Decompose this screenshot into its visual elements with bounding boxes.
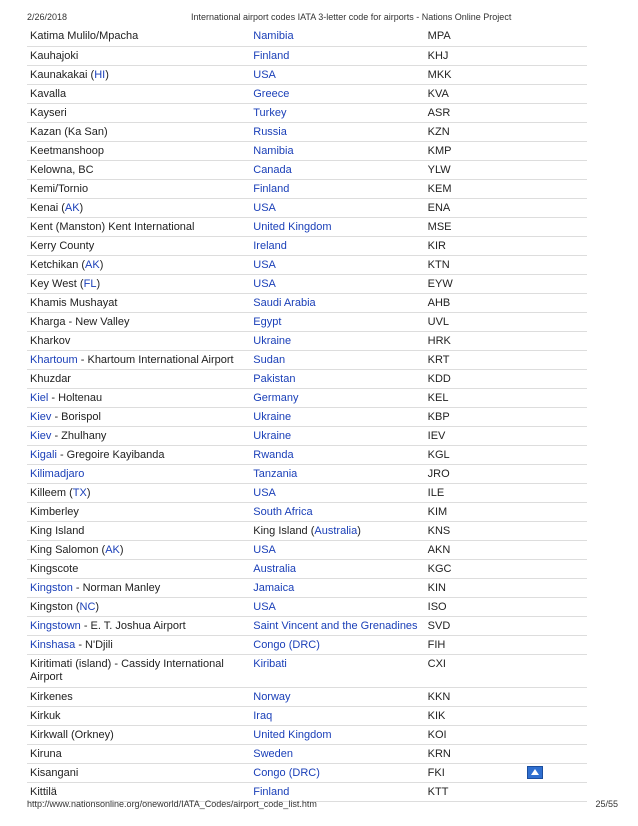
city-cell: [27, 540, 250, 559]
city-name: Kingscote: [30, 562, 79, 575]
country-cell: [250, 687, 424, 706]
city-suffix: ): [99, 258, 104, 271]
city-cell: [27, 687, 250, 706]
city-name: - Norman Manley: [72, 581, 161, 594]
page-number: 25/55: [595, 799, 618, 809]
table-row: [27, 654, 587, 687]
state-link[interactable]: NC: [79, 600, 96, 613]
city-name: Kiritimati (island) - Cassidy International Airport: [30, 657, 224, 683]
city-name: - Khartoum International Airport: [77, 353, 234, 366]
city-name: - Holtenau: [48, 391, 103, 404]
table-row: [27, 274, 587, 293]
country-cell: [250, 350, 424, 369]
city-cell: [27, 27, 250, 46]
iata-code: AHB: [425, 293, 587, 312]
city-cell: [27, 179, 250, 198]
city-cell: [27, 445, 250, 464]
table-row: [27, 407, 587, 426]
country-cell: [250, 160, 424, 179]
iata-code: YLW: [425, 160, 587, 179]
city-cell: [27, 236, 250, 255]
country-cell: [250, 744, 424, 763]
city-name: King Salomon (: [30, 543, 106, 556]
iata-code: AKN: [425, 540, 587, 559]
table-row: [27, 179, 587, 198]
city-cell: [27, 217, 250, 236]
country-cell: [250, 179, 424, 198]
table-row: [27, 578, 587, 597]
country-cell: [250, 445, 424, 464]
table-row: [27, 369, 587, 388]
country-link[interactable]: South Africa: [253, 505, 313, 518]
country-link[interactable]: USA: [253, 543, 276, 556]
country-link[interactable]: Finland: [253, 49, 290, 62]
country-cell: [250, 293, 424, 312]
country-cell: [250, 103, 424, 122]
table-row: [27, 293, 587, 312]
country-link[interactable]: Saint Vincent and the Grenadines: [253, 619, 418, 632]
city-name: Kingston (: [30, 600, 80, 613]
iata-code: KTN: [425, 255, 587, 274]
city-link[interactable]: Kinshasa: [30, 638, 76, 651]
city-cell: [27, 407, 250, 426]
country-link[interactable]: Congo (DRC): [253, 638, 320, 651]
country-cell: [250, 255, 424, 274]
city-name: Keetmanshoop: [30, 144, 104, 157]
city-suffix: ): [119, 543, 124, 556]
country-cell: [250, 521, 424, 540]
city-cell: [27, 521, 250, 540]
city-cell: [27, 706, 250, 725]
country-cell: [250, 388, 424, 407]
iata-code: KEM: [425, 179, 587, 198]
city-cell: [27, 350, 250, 369]
country-cell: [250, 65, 424, 84]
city-name: Kimberley: [30, 505, 79, 518]
state-link[interactable]: TX: [72, 486, 87, 499]
country-link[interactable]: USA: [253, 68, 276, 81]
table-row: [27, 597, 587, 616]
country-link[interactable]: Ukraine: [253, 429, 292, 442]
city-cell: [27, 763, 250, 782]
table-row: [27, 84, 587, 103]
country-cell: [250, 426, 424, 445]
country-cell: [250, 141, 424, 160]
iata-code: KOI: [425, 725, 587, 744]
country-cell: [250, 559, 424, 578]
country-cell: [250, 27, 424, 46]
country-link[interactable]: Finland: [253, 785, 290, 798]
country-cell: [250, 198, 424, 217]
city-name: Key West (: [30, 277, 84, 290]
airport-code-table: [27, 27, 587, 802]
city-cell: [27, 725, 250, 744]
city-name: - Borispol: [51, 410, 101, 423]
iata-code: KIR: [425, 236, 587, 255]
iata-code: KRN: [425, 744, 587, 763]
city-suffix: ): [105, 68, 109, 81]
city-cell: [27, 46, 250, 65]
table-row: [27, 217, 587, 236]
print-header: [27, 12, 618, 24]
city-cell: [27, 388, 250, 407]
country-cell: [250, 84, 424, 103]
country-link[interactable]: Namibia: [253, 144, 294, 157]
city-name: Kazan (Ka San): [30, 125, 108, 138]
country-cell: [250, 483, 424, 502]
country-link[interactable]: United Kingdom: [253, 728, 332, 741]
country-cell: [250, 502, 424, 521]
table-row: [27, 744, 587, 763]
table-row: [27, 236, 587, 255]
city-suffix: ): [95, 600, 100, 613]
table-row: [27, 65, 587, 84]
city-cell: [27, 141, 250, 160]
city-cell: [27, 160, 250, 179]
country-link[interactable]: Jamaica: [253, 581, 295, 594]
iata-code: MSE: [425, 217, 587, 236]
city-name: Kharkov: [30, 334, 71, 347]
country-link[interactable]: Germany: [253, 391, 299, 404]
print-title: International airport codes IATA 3-letter code for airports - Nations Online Project: [191, 12, 512, 22]
print-date: 2/26/2018: [27, 12, 68, 22]
city-name: Kirkwall (Orkney): [30, 728, 114, 741]
state-link[interactable]: AK: [105, 543, 120, 556]
table-row: [27, 725, 587, 744]
city-cell: [27, 635, 250, 654]
iata-code: KVA: [425, 84, 587, 103]
city-cell: [27, 744, 250, 763]
table-row: [27, 687, 587, 706]
city-cell: [27, 464, 250, 483]
country-cell: [250, 274, 424, 293]
table-row: [27, 122, 587, 141]
country-link[interactable]: Ireland: [253, 239, 287, 252]
city-link[interactable]: Khartoum: [30, 353, 78, 366]
city-name: Khuzdar: [30, 372, 71, 385]
country-cell: [250, 46, 424, 65]
country-link[interactable]: USA: [253, 486, 276, 499]
country-link[interactable]: United Kingdom: [253, 220, 332, 233]
table-row: [27, 255, 587, 274]
table-row: [27, 160, 587, 179]
iata-code: KKN: [425, 687, 587, 706]
city-name: Kent (Manston) Kent International: [30, 220, 195, 233]
city-cell: [27, 255, 250, 274]
iata-code: MKK: [425, 65, 587, 84]
iata-code: ISO: [425, 597, 587, 616]
city-name: Kirkenes: [30, 690, 73, 703]
city-cell: [27, 426, 250, 445]
table-row: [27, 445, 587, 464]
table-row: [27, 464, 587, 483]
table-row: [27, 426, 587, 445]
city-link[interactable]: Kilimadjaro: [30, 467, 85, 480]
country-link[interactable]: Iraq: [253, 709, 273, 722]
table-row: [27, 312, 587, 331]
iata-code: JRO: [425, 464, 587, 483]
country-cell: [250, 540, 424, 559]
city-cell: [27, 312, 250, 331]
city-cell: [27, 198, 250, 217]
city-name: Kayseri: [30, 106, 67, 119]
city-cell: [27, 331, 250, 350]
city-link[interactable]: Kiel: [30, 391, 49, 404]
table-row: [27, 141, 587, 160]
iata-code: KEL: [425, 388, 587, 407]
table-row: [27, 331, 587, 350]
iata-code: ENA: [425, 198, 587, 217]
city-name: Killeem (: [30, 486, 73, 499]
city-name: Kirkuk: [30, 709, 61, 722]
city-cell: [27, 578, 250, 597]
country-cell: [250, 654, 424, 687]
table-row: [27, 521, 587, 540]
country-link[interactable]: Sweden: [253, 747, 294, 760]
country-cell: [250, 635, 424, 654]
city-suffix: ): [96, 277, 101, 290]
iata-code: HRK: [425, 331, 587, 350]
country-cell: [250, 616, 424, 635]
table-row: [27, 706, 587, 725]
country-link[interactable]: Australia: [314, 524, 358, 537]
iata-code: EYW: [425, 274, 587, 293]
iata-code: MPA: [425, 27, 587, 46]
country-cell: [250, 312, 424, 331]
city-name: - N'Djili: [75, 638, 113, 651]
table-row: [27, 635, 587, 654]
iata-code: KTT: [425, 782, 587, 801]
country-link[interactable]: Greece: [253, 87, 290, 100]
country-cell: [250, 725, 424, 744]
iata-code: KHJ: [425, 46, 587, 65]
iata-code: KMP: [425, 141, 587, 160]
country-link[interactable]: Tanzania: [253, 467, 298, 480]
country-link[interactable]: Congo (DRC): [253, 766, 320, 779]
country-link[interactable]: Rwanda: [253, 448, 294, 461]
country-link[interactable]: Egypt: [253, 315, 282, 328]
country-cell: [250, 122, 424, 141]
table-row: [27, 616, 587, 635]
table-row: [27, 103, 587, 122]
country-link[interactable]: Namibia: [253, 30, 294, 42]
country-cell: [250, 407, 424, 426]
country-link[interactable]: Norway: [253, 690, 291, 703]
state-link[interactable]: AK: [64, 201, 80, 214]
country-link[interactable]: Sudan: [253, 353, 286, 366]
state-link[interactable]: AK: [85, 258, 100, 271]
city-cell: [27, 84, 250, 103]
city-suffix: ): [79, 201, 84, 214]
country-link[interactable]: Saudi Arabia: [253, 296, 316, 309]
iata-code: SVD: [425, 616, 587, 635]
city-cell: [27, 502, 250, 521]
table-row: [27, 198, 587, 217]
city-cell: [27, 274, 250, 293]
country-cell: [250, 331, 424, 350]
city-cell: [27, 369, 250, 388]
city-cell: [27, 65, 250, 84]
city-name: - E. T. Joshua Airport: [80, 619, 186, 632]
city-name: Kavalla: [30, 87, 67, 100]
country-link[interactable]: Canada: [253, 163, 292, 176]
country-prefix: King Island (: [253, 524, 315, 537]
iata-code: ASR: [425, 103, 587, 122]
country-link[interactable]: USA: [253, 600, 276, 613]
city-name: Kharga - New Valley: [30, 315, 130, 328]
table-row: [27, 559, 587, 578]
print-footer: [27, 799, 618, 811]
city-name: Kisangani: [30, 766, 79, 779]
table-row: [27, 483, 587, 502]
iata-code: KRT: [425, 350, 587, 369]
iata-code: UVL: [425, 312, 587, 331]
country-cell: [250, 706, 424, 725]
table-row: [27, 388, 587, 407]
city-cell: [27, 103, 250, 122]
city-cell: [27, 597, 250, 616]
iata-code: KIN: [425, 578, 587, 597]
iata-code: FIH: [425, 635, 587, 654]
country-cell: [250, 464, 424, 483]
country-suffix: ): [357, 524, 361, 537]
city-cell: [27, 616, 250, 635]
state-link[interactable]: FL: [83, 277, 97, 290]
table-row: [27, 350, 587, 369]
iata-code: KIM: [425, 502, 587, 521]
country-cell: [250, 236, 424, 255]
city-name: Kemi/Tornio: [30, 182, 89, 195]
city-name: Kelowna, BC: [30, 163, 94, 176]
city-name: Khamis Mushayat: [30, 296, 118, 309]
iata-code: KGC: [425, 559, 587, 578]
iata-code: KDD: [425, 369, 587, 388]
print-url: http://www.nationsonline.org/oneworld/IATA_Codes/airport_code_list.htm: [27, 799, 317, 809]
iata-code: KGL: [425, 445, 587, 464]
city-link[interactable]: Kiev: [30, 410, 52, 423]
table-row: [27, 540, 587, 559]
iata-code: KZN: [425, 122, 587, 141]
city-name: Katima Mulilo/Mpacha: [30, 30, 139, 42]
city-name: Kaunakakai (: [30, 68, 95, 81]
country-link[interactable]: Ukraine: [253, 334, 292, 347]
iata-code: KBP: [425, 407, 587, 426]
country-cell: [250, 369, 424, 388]
city-cell: [27, 122, 250, 141]
country-link[interactable]: Pakistan: [253, 372, 296, 385]
city-cell: [27, 654, 250, 687]
country-link[interactable]: Kiribati: [253, 657, 287, 670]
city-cell: [27, 483, 250, 502]
country-cell: [250, 597, 424, 616]
table-row: [27, 763, 587, 782]
city-link[interactable]: Kiev: [30, 429, 52, 442]
city-name: Kiruna: [30, 747, 62, 760]
table-row: [27, 46, 587, 65]
city-link[interactable]: Kigali: [30, 448, 57, 461]
country-link[interactable]: USA: [253, 201, 276, 214]
country-link[interactable]: USA: [253, 277, 276, 290]
table-row: [27, 27, 587, 46]
state-link[interactable]: HI: [94, 68, 106, 81]
country-cell: [250, 763, 424, 782]
iata-code: ILE: [425, 483, 587, 502]
city-cell: [27, 293, 250, 312]
city-name: Ketchikan (: [30, 258, 86, 271]
city-name: King Island: [30, 524, 85, 537]
iata-code: FKI: [425, 763, 587, 782]
country-cell: [250, 578, 424, 597]
country-link[interactable]: Ukraine: [253, 410, 292, 423]
iata-code: KIK: [425, 706, 587, 725]
country-link[interactable]: Turkey: [253, 106, 287, 119]
table-row: [27, 502, 587, 521]
city-name: - Zhulhany: [51, 429, 107, 442]
country-link[interactable]: Finland: [253, 182, 290, 195]
country-cell: [250, 217, 424, 236]
city-suffix: ): [86, 486, 91, 499]
country-link[interactable]: Russia: [253, 125, 287, 138]
city-name: Kittilä: [30, 785, 57, 798]
city-cell: [27, 559, 250, 578]
country-link[interactable]: Australia: [253, 562, 297, 575]
iata-code: CXI: [425, 654, 587, 687]
city-name: Kauhajoki: [30, 49, 79, 62]
iata-code: IEV: [425, 426, 587, 445]
city-name: Kerry County: [30, 239, 95, 252]
iata-code: KNS: [425, 521, 587, 540]
city-name: Kenai (: [30, 201, 65, 214]
city-name: - Gregoire Kayibanda: [56, 448, 165, 461]
city-link[interactable]: Kingston: [30, 581, 73, 594]
country-link[interactable]: USA: [253, 258, 276, 271]
scroll-to-top-icon[interactable]: [527, 766, 543, 779]
city-link[interactable]: Kingstown: [30, 619, 81, 632]
